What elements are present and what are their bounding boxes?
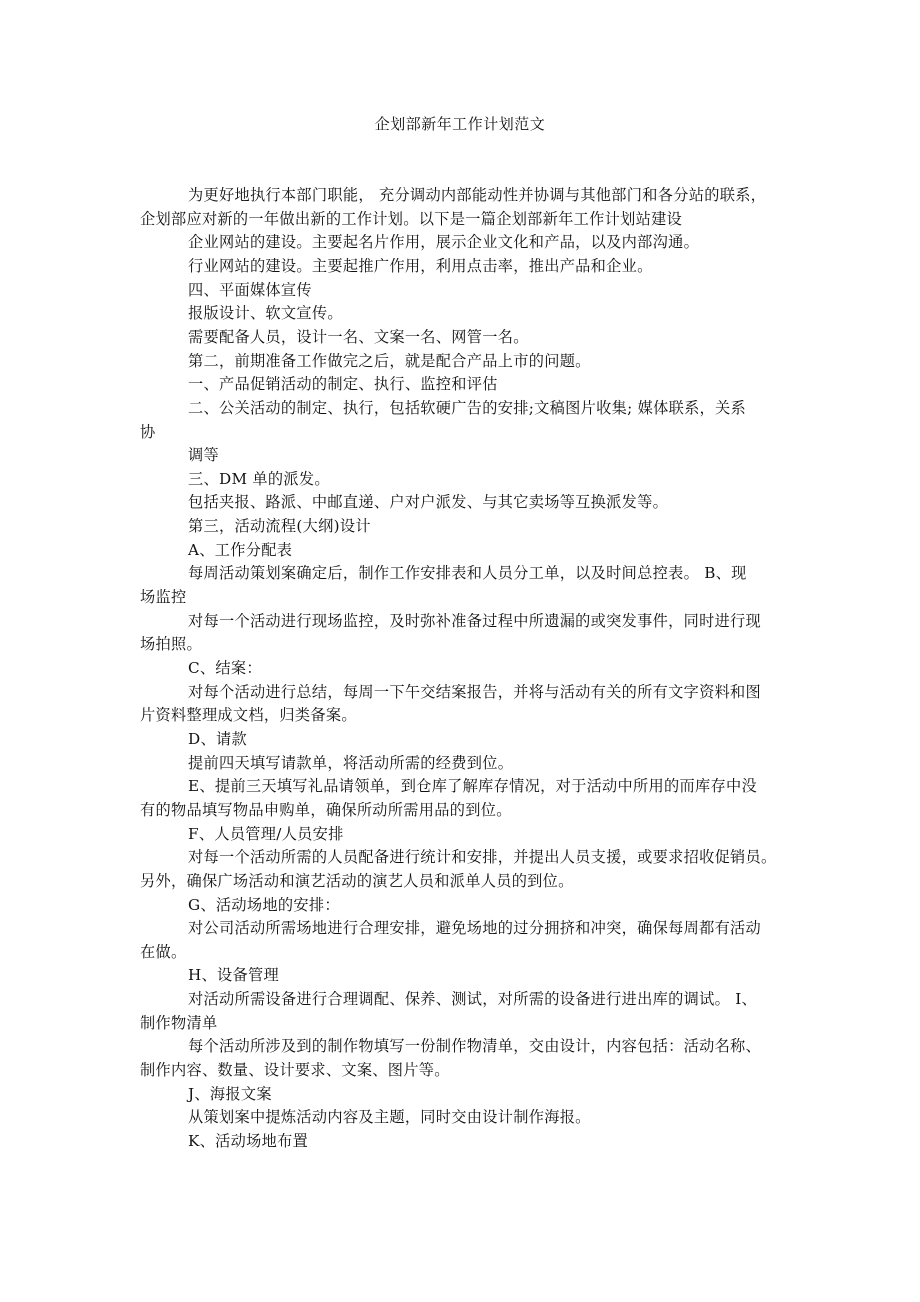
text-line: 在做。 <box>140 942 187 961</box>
text-line: J、海报文案 <box>188 1084 272 1103</box>
text-line: 行业网站的建设。主要起推广作用，利用点击率，推出产品和企业。 <box>188 256 653 275</box>
text-line: 为更好地执行本部门职能， 充分调动内部能动性并协调与其他部门和各分站的联系， <box>188 186 767 204</box>
text-line: 协 <box>140 422 156 441</box>
text-line: 制作内容、数量、设计要求、文案、图片等。 <box>140 1061 450 1080</box>
text-line: 企划部应对新的一年做出新的工作计划。以下是一篇企划部新年工作计划站建设 <box>140 209 683 228</box>
text-line: 片资料整理成文档，归类备案。 <box>140 706 357 725</box>
text-line: E、提前三天填写礼品请领单，到仓库了解库存情况，对于活动中所用的而库存中没 <box>188 777 757 796</box>
text-line: 第二，前期准备工作做完之后，就是配合产品上市的问题。 <box>188 351 591 370</box>
text-line: F、人员管理/人员安排 <box>188 824 344 843</box>
text-line: 对每一个活动进行现场监控，及时弥补准备过程中所遗漏的或突发事件，同时进行现 <box>188 611 762 630</box>
text-line: 对每一个活动所需的人员配备进行统计和安排，并提出人员支援，或要求招收促销员。 <box>188 848 777 867</box>
text-line: 三、DM 单的派发。 <box>188 469 330 488</box>
text-line: A、工作分配表 <box>188 540 293 559</box>
text-line: 制作物清单 <box>140 1013 218 1032</box>
text-line: 另外，确保广场活动和演艺活动的演艺人员和派单人员的到位。 <box>140 871 574 890</box>
text-line: 包括夹报、路派、中邮直递、户对户派发、与其它卖场等互换派发等。 <box>188 493 669 512</box>
text-line: 二、公关活动的制定、执行，包括软硬广告的安排;文稿图片收集; 媒体联系，关系 <box>188 398 747 417</box>
text-line: 每周活动策划案确定后，制作工作安排表和人员分工单，以及时间总控表。 B、现 <box>188 564 747 583</box>
document-title: 企划部新年工作计划范文 <box>374 115 546 133</box>
text-line: 从策划案中提炼活动内容及主题，同时交由设计制作海报。 <box>188 1108 591 1127</box>
text-line: 报版设计、软文宣传。 <box>188 304 343 323</box>
text-line: 提前四天填写请款单，将活动所需的经费到位。 <box>188 753 514 772</box>
text-line: 四、平面媒体宣传 <box>188 280 312 299</box>
text-line: 有的物品填写物品申购单，确保所动所需用品的到位。 <box>140 800 512 819</box>
text-line: C、结案： <box>188 659 262 677</box>
text-line: 一、产品促销活动的制定、执行、监控和评估 <box>188 375 498 394</box>
text-line: 场监控 <box>140 588 187 607</box>
text-line: K、活动场地布置 <box>188 1132 309 1150</box>
text-line: 对活动所需设备进行合理调配、保养、测试，对所需的设备进行进出库的调试。 I、 <box>188 990 757 1009</box>
text-line: G、活动场地的安排： <box>188 895 340 914</box>
text-line: 对每个活动进行总结，每周一下午交结案报告，并将与活动有关的所有文字资料和图 <box>188 682 762 701</box>
text-line: 企业网站的建设。主要起名片作用，展示企业文化和产品，以及内部沟通。 <box>188 233 700 252</box>
text-line: 需要配备人员，设计一名、文案一名、网管一名。 <box>188 327 529 346</box>
text-line: 场拍照。 <box>140 635 202 654</box>
text-line: 对公司活动所需场地进行合理安排，避免场地的过分拥挤和冲突，确保每周都有活动 <box>188 919 762 938</box>
text-line: D、请款 <box>188 729 247 748</box>
text-line: H、设备管理 <box>188 966 279 985</box>
text-line: 第三，活动流程(大纲)设计 <box>188 517 371 536</box>
text-line: 每个活动所涉及到的制作物填写一份制作物清单，交由设计，内容包括：活动名称、 <box>188 1037 762 1056</box>
text-line: 调等 <box>188 446 219 465</box>
